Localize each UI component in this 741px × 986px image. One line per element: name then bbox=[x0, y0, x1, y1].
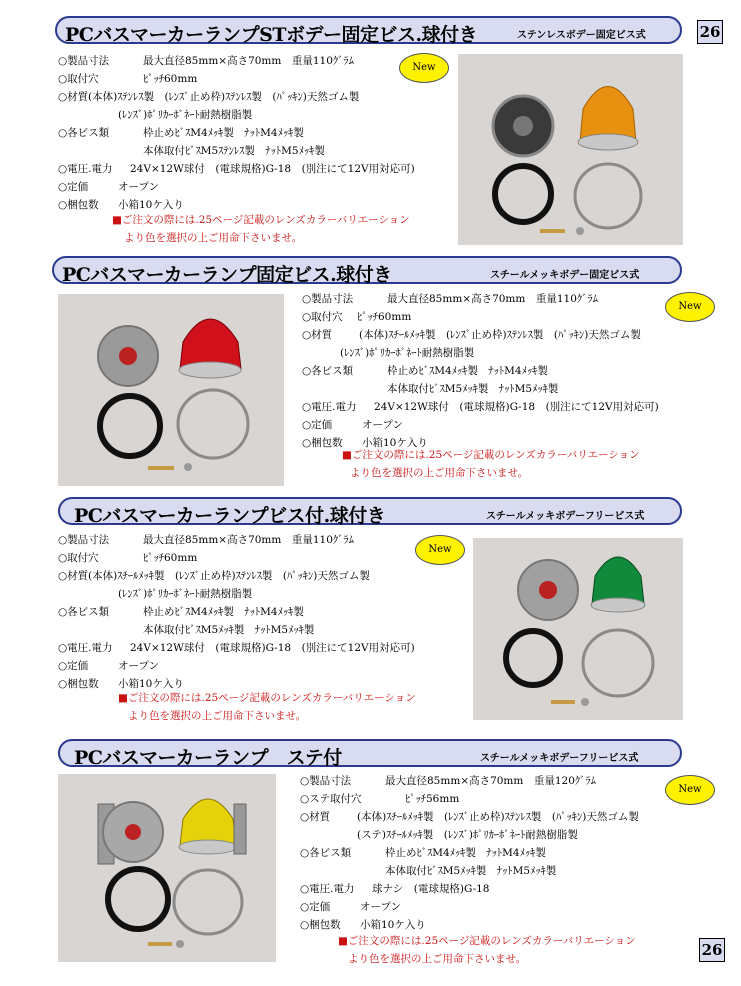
page-number-bottom: 26 bbox=[699, 938, 725, 962]
section-3-product-photo bbox=[473, 538, 683, 720]
mount-value: ﾋﾟｯﾁ60mm bbox=[357, 311, 412, 323]
material-value-2: (ﾚﾝｽﾞ)ﾎﾟﾘｶｰﾎﾞﾈｰﾄ耐熱樹脂製 bbox=[340, 347, 475, 359]
section-3-subtitle: スチールメッキボデーフリービス式 bbox=[486, 511, 645, 522]
price-label: ○定価 bbox=[58, 660, 89, 672]
pack-value: 小箱10ケ入り bbox=[118, 678, 184, 690]
size-label: ○製品寸法 bbox=[58, 534, 110, 546]
voltage-value: 24V×12W球付 (電球規格)G-18 (別注にて12V用対応可) bbox=[130, 642, 415, 654]
screw-label: ○各ビス類 bbox=[58, 606, 110, 618]
price-value: オープン bbox=[118, 181, 160, 193]
section-1-product-photo bbox=[458, 54, 683, 245]
pack-label: ○梱包数 bbox=[58, 199, 99, 211]
size-value: 最大直径85mm×高さ70mm 重量110ｸﾞﾗﾑ bbox=[143, 534, 354, 546]
size-label: ○製品寸法 bbox=[300, 775, 352, 787]
material-value-2: (ステ)ｽﾁｰﾙﾒｯｷ製 (ﾚﾝｽﾞ)ﾎﾟﾘｶｰﾎﾞﾈｰﾄ耐熱樹脂製 bbox=[357, 829, 578, 841]
section-4-note-1: ■ご注文の際には.25ページ記載のレンズカラーバリエーション bbox=[338, 935, 636, 947]
size-value: 最大直径85mm×高さ70mm 重量110ｸﾞﾗﾑ bbox=[387, 293, 598, 305]
screw-value-2: 本体取付ﾋﾞｽM5ﾒｯｷ製 ﾅｯﾄM5ﾒｯｷ製 bbox=[387, 383, 559, 395]
mount-label: ○ステ取付穴 bbox=[300, 793, 362, 805]
price-value: オープン bbox=[360, 901, 402, 913]
section-2-banner bbox=[52, 256, 682, 284]
material-label: ○材質 bbox=[58, 91, 89, 103]
material-label: ○材質 bbox=[58, 570, 89, 582]
screw-label: ○各ビス類 bbox=[58, 127, 110, 139]
section-1-title: PCバスマーカーランプSTボデー固定ビス.球付き bbox=[65, 24, 478, 46]
new-badge: New bbox=[415, 535, 465, 565]
size-value: 最大直径85mm×高さ70mm 重量120ｸﾞﾗﾑ bbox=[385, 775, 596, 787]
material-label: ○材質 bbox=[300, 811, 331, 823]
pack-label: ○梱包数 bbox=[58, 678, 99, 690]
pack-value: 小箱10ケ入り bbox=[362, 437, 428, 449]
section-4-title: PCバスマーカーランプ ステ付 bbox=[74, 747, 342, 769]
voltage-value: 24V×12W球付 (電球規格)G-18 (別注にて12V用対応可) bbox=[374, 401, 659, 413]
section-4-banner bbox=[58, 739, 682, 767]
new-badge: New bbox=[399, 53, 449, 83]
screw-value: 枠止めﾋﾞｽM4ﾒｯｷ製 ﾅｯﾄM4ﾒｯｷ製 bbox=[387, 365, 548, 377]
voltage-label: ○電圧.電力 bbox=[58, 642, 113, 654]
price-value: オープン bbox=[118, 660, 160, 672]
section-3-banner bbox=[58, 497, 682, 525]
new-badge: New bbox=[665, 775, 715, 805]
pack-label: ○梱包数 bbox=[300, 919, 341, 931]
screw-value-2: 本体取付ﾋﾞｽM5ﾒｯｷ製 ﾅｯﾄM5ﾒｯｷ製 bbox=[385, 865, 557, 877]
voltage-label: ○電圧.電力 bbox=[302, 401, 357, 413]
material-value: (本体)ｽﾃﾝﾚｽ製 (ﾚﾝｽﾞ止め枠)ｽﾃﾝﾚｽ製 (ﾊﾟｯｷﾝ)天然ゴム製 bbox=[88, 91, 360, 103]
section-1-note-1: ■ご注文の際には.25ページ記載のレンズカラーバリエーション bbox=[112, 214, 410, 226]
price-value: オープン bbox=[362, 419, 404, 431]
pack-label: ○梱包数 bbox=[302, 437, 343, 449]
material-value: (本体)ｽﾁｰﾙﾒｯｷ製 (ﾚﾝｽﾞ止め枠)ｽﾃﾝﾚｽ製 (ﾊﾟｯｷﾝ)天然ゴム製 bbox=[359, 329, 641, 341]
material-label: ○材質 bbox=[302, 329, 333, 341]
price-label: ○定価 bbox=[58, 181, 89, 193]
material-value: (本体)ｽﾁｰﾙﾒｯｷ製 (ﾚﾝｽﾞ止め枠)ｽﾃﾝﾚｽ製 (ﾊﾟｯｷﾝ)天然ゴム製 bbox=[88, 570, 370, 582]
size-label: ○製品寸法 bbox=[302, 293, 354, 305]
section-4-product-photo bbox=[58, 774, 276, 962]
mount-label: ○取付穴 bbox=[302, 311, 343, 323]
pack-value: 小箱10ケ入り bbox=[118, 199, 184, 211]
screw-value: 枠止めﾋﾞｽM4ﾒｯｷ製 ﾅｯﾄM4ﾒｯｷ製 bbox=[385, 847, 546, 859]
voltage-value: 球ナシ (電球規格)G-18 bbox=[372, 883, 490, 895]
section-1-banner bbox=[55, 16, 682, 44]
section-2-product-photo bbox=[58, 294, 284, 486]
section-2-note-2: より色を選択の上ご用命下さいませ。 bbox=[350, 467, 529, 479]
screw-label: ○各ビス類 bbox=[302, 365, 354, 377]
section-2-subtitle: スチールメッキボデー固定ビス式 bbox=[490, 270, 640, 281]
section-3-title: PCバスマーカーランプビス付.球付き bbox=[74, 505, 386, 527]
voltage-label: ○電圧.電力 bbox=[300, 883, 355, 895]
screw-value: 枠止めﾋﾞｽM4ﾒｯｷ製 ﾅｯﾄM4ﾒｯｷ製 bbox=[143, 127, 304, 139]
section-4-note-2: より色を選択の上ご用命下さいませ。 bbox=[348, 953, 527, 965]
pack-value: 小箱10ケ入り bbox=[360, 919, 426, 931]
section-3-note-1: ■ご注文の際には.25ページ記載のレンズカラーバリエーション bbox=[118, 692, 416, 704]
screw-value-2: 本体取付ﾋﾞｽM5ｽﾃﾝﾚｽ製 ﾅｯﾄM5ﾒｯｷ製 bbox=[143, 145, 325, 157]
mount-label: ○取付穴 bbox=[58, 552, 99, 564]
section-3-note-2: より色を選択の上ご用命下さいませ。 bbox=[128, 710, 307, 722]
section-2-title: PCバスマーカーランプ固定ビス.球付き bbox=[62, 264, 392, 286]
mount-value: ﾋﾟｯﾁ60mm bbox=[143, 552, 198, 564]
section-2-note-1: ■ご注文の際には.25ページ記載のレンズカラーバリエーション bbox=[342, 449, 640, 461]
material-value: (本体)ｽﾁｰﾙﾒｯｷ製 (ﾚﾝｽﾞ止め枠)ｽﾃﾝﾚｽ製 (ﾊﾟｯｷﾝ)天然ゴム製 bbox=[357, 811, 639, 823]
section-1-note-2: より色を選択の上ご用命下さいませ。 bbox=[124, 232, 303, 244]
screw-value: 枠止めﾋﾞｽM4ﾒｯｷ製 ﾅｯﾄM4ﾒｯｷ製 bbox=[143, 606, 304, 618]
size-label: ○製品寸法 bbox=[58, 55, 110, 67]
screw-label: ○各ビス類 bbox=[300, 847, 352, 859]
section-4-subtitle: スチールメッキボデーフリービス式 bbox=[480, 753, 639, 764]
new-badge: New bbox=[665, 292, 715, 322]
price-label: ○定価 bbox=[300, 901, 331, 913]
voltage-value: 24V×12W球付 (電球規格)G-18 (別注にて12V用対応可) bbox=[130, 163, 415, 175]
page-number-top: 26 bbox=[697, 20, 723, 44]
size-value: 最大直径85mm×高さ70mm 重量110ｸﾞﾗﾑ bbox=[143, 55, 354, 67]
mount-value: ﾋﾟｯﾁ60mm bbox=[143, 73, 198, 85]
section-1-subtitle: ステンレスボデー固定ビス式 bbox=[517, 30, 646, 41]
screw-value-2: 本体取付ﾋﾞｽM5ﾒｯｷ製 ﾅｯﾄM5ﾒｯｷ製 bbox=[143, 624, 315, 636]
material-value-2: (ﾚﾝｽﾞ)ﾎﾟﾘｶｰﾎﾞﾈｰﾄ耐熱樹脂製 bbox=[118, 109, 253, 121]
material-value-2: (ﾚﾝｽﾞ)ﾎﾟﾘｶｰﾎﾞﾈｰﾄ耐熱樹脂製 bbox=[118, 588, 253, 600]
mount-label: ○取付穴 bbox=[58, 73, 99, 85]
price-label: ○定価 bbox=[302, 419, 333, 431]
mount-value: ﾋﾟｯﾁ56mm bbox=[405, 793, 460, 805]
voltage-label: ○電圧.電力 bbox=[58, 163, 113, 175]
